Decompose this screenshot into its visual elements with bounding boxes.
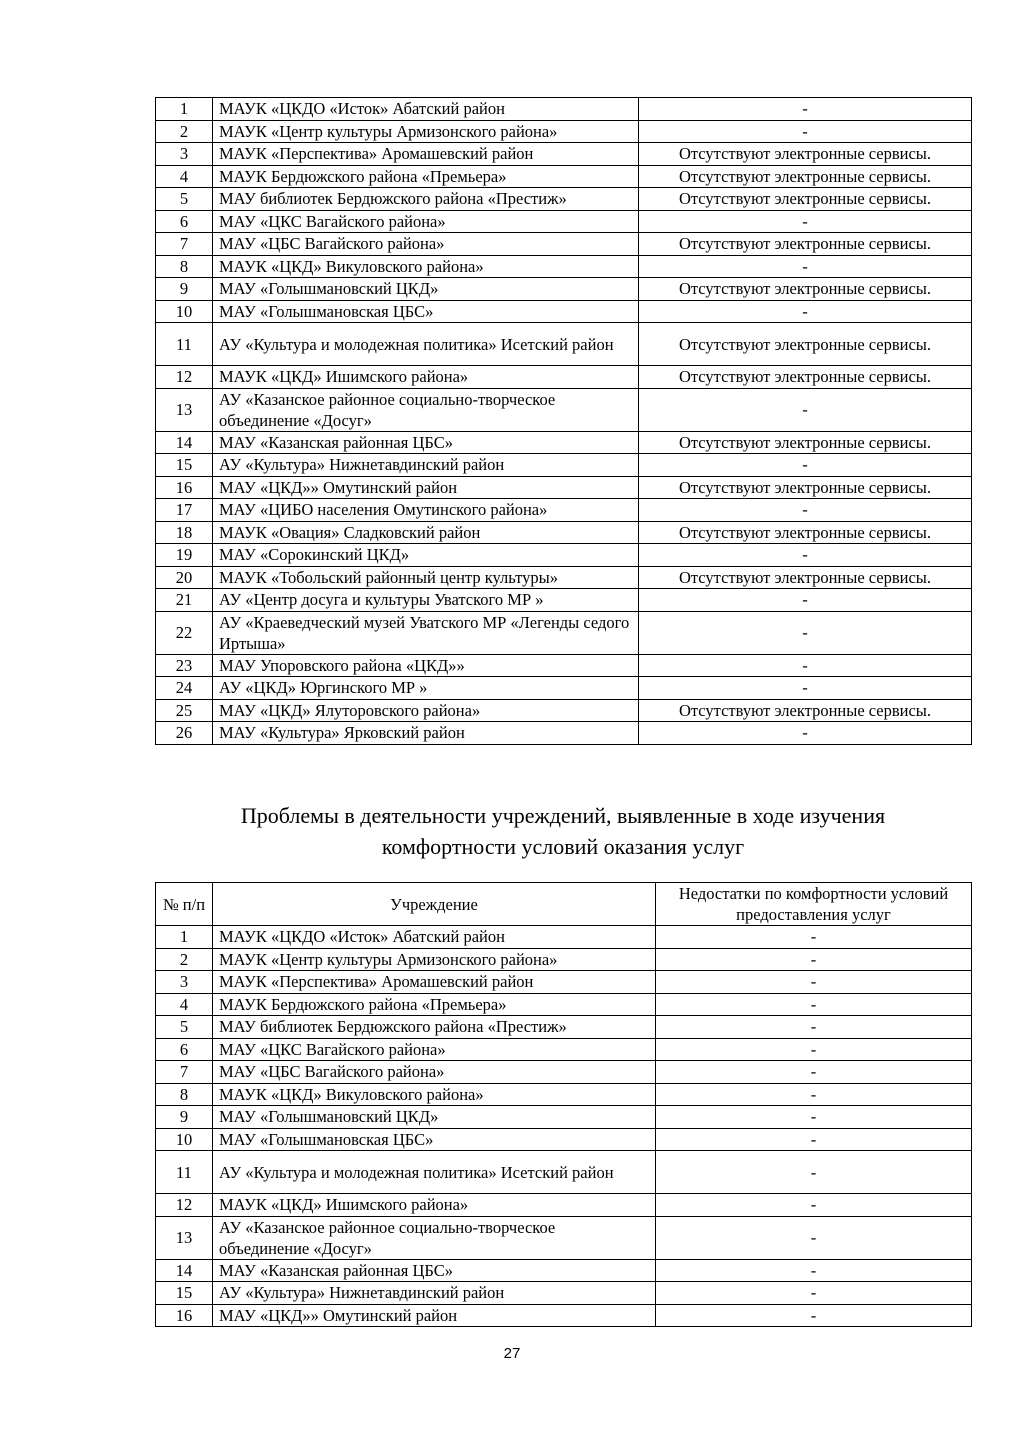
row-number: 9	[156, 278, 213, 301]
row-value: -	[639, 589, 972, 612]
row-value: -	[656, 948, 972, 971]
row-value: -	[639, 255, 972, 278]
institution-name: МАУ «Сорокинский ЦКД»	[213, 544, 639, 567]
section-heading	[155, 800, 971, 862]
institution-name: МАУ «Голышмановский ЦКД»	[213, 1106, 656, 1129]
table-row	[156, 677, 972, 700]
row-value: Отсутствуют электронные сервисы.	[639, 699, 972, 722]
row-value: -	[656, 1216, 972, 1259]
institution-name: МАУ «Голышмановская ЦБС»	[213, 1128, 656, 1151]
row-value: -	[639, 611, 972, 654]
table-row	[156, 454, 972, 477]
institution-name: АУ «Краеведческий музей Уватского МР «Легенды седого Иртыша»	[213, 611, 639, 654]
row-value: -	[639, 677, 972, 700]
row-number: 26	[156, 722, 213, 745]
table-row	[156, 948, 972, 971]
row-number: 5	[156, 188, 213, 211]
services-table	[155, 97, 972, 745]
row-value: Отсутствуют электронные сервисы.	[639, 431, 972, 454]
table-row	[156, 1304, 972, 1327]
row-number: 2	[156, 120, 213, 143]
row-number: 16	[156, 476, 213, 499]
institution-name: МАУК «Центр культуры Армизонского района»	[213, 120, 639, 143]
row-number: 1	[156, 98, 213, 121]
row-value: -	[656, 1194, 972, 1217]
row-number: 14	[156, 1259, 213, 1282]
row-number: 13	[156, 1216, 213, 1259]
institution-name: МАУК «ЦКД» Ишимского района»	[213, 366, 639, 389]
table-row	[156, 654, 972, 677]
row-number: 13	[156, 388, 213, 431]
institution-name: АУ «Культура и молодежная политика» Исетский район	[213, 1151, 656, 1194]
row-number: 20	[156, 566, 213, 589]
institution-name: МАУК Бердюжского района «Премьера»	[213, 993, 656, 1016]
row-value: -	[656, 926, 972, 949]
row-number: 22	[156, 611, 213, 654]
row-value: Отсутствуют электронные сервисы.	[639, 521, 972, 544]
institution-name: МАУ «Казанская районная ЦБС»	[213, 1259, 656, 1282]
institution-name: АУ «Центр досуга и культуры Уватского МР »	[213, 589, 639, 612]
row-value: Отсутствуют электронные сервисы.	[639, 143, 972, 166]
institution-name: МАУ библиотек Бердюжского района «Престиж»	[213, 188, 639, 211]
table-row	[156, 1038, 972, 1061]
institution-name: АУ «ЦКД» Юргинского МР »	[213, 677, 639, 700]
table-row	[156, 98, 972, 121]
row-value: -	[656, 1304, 972, 1327]
row-value: Отсутствуют электронные сервисы.	[639, 165, 972, 188]
institution-name: МАУК «Тобольский районный центр культуры»	[213, 566, 639, 589]
table-row	[156, 278, 972, 301]
row-number: 4	[156, 993, 213, 1016]
row-value: -	[656, 1038, 972, 1061]
row-value: -	[656, 1061, 972, 1084]
section-heading-line-2: комфортности условий оказания услуг	[381, 834, 745, 859]
table-row	[156, 699, 972, 722]
institution-name: МАУ «ЦБС Вагайского района»	[213, 1061, 656, 1084]
row-number: 6	[156, 210, 213, 233]
institution-name: МАУ «ЦКД»» Омутинский район	[213, 1304, 656, 1327]
page-number: 27	[503, 1345, 521, 1362]
row-number: 17	[156, 499, 213, 522]
table-row	[156, 1216, 972, 1259]
row-number: 14	[156, 431, 213, 454]
row-value: -	[656, 1106, 972, 1129]
institution-name: МАУ «Голышмановский ЦКД»	[213, 278, 639, 301]
row-number: 6	[156, 1038, 213, 1061]
table-row	[156, 1061, 972, 1084]
row-number: 25	[156, 699, 213, 722]
institution-name: МАУ «Казанская районная ЦБС»	[213, 431, 639, 454]
institution-name: МАУ Упоровского района «ЦКД»»	[213, 654, 639, 677]
row-value: -	[656, 1016, 972, 1039]
table-row	[156, 165, 972, 188]
row-number: 21	[156, 589, 213, 612]
institution-name: АУ «Казанское районное социально-творческое объединение «Досуг»	[213, 1216, 656, 1259]
row-value: -	[639, 120, 972, 143]
table-row	[156, 476, 972, 499]
institution-name: МАУК «ЦКДО «Исток» Абатский район	[213, 98, 639, 121]
row-value: Отсутствуют электронные сервисы.	[639, 233, 972, 256]
row-value: Отсутствуют электронные сервисы.	[639, 323, 972, 366]
institution-name: МАУК «ЦКД» Ишимского района»	[213, 1194, 656, 1217]
institution-name: АУ «Казанское районное социально-творческое объединение «Досуг»	[213, 388, 639, 431]
table-row	[156, 926, 972, 949]
institution-name: МАУК «Перспектива» Аромашевский район	[213, 143, 639, 166]
row-value: Отсутствуют электронные сервисы.	[639, 476, 972, 499]
row-number: 10	[156, 1128, 213, 1151]
table-row	[156, 188, 972, 211]
row-value: Отсутствуют электронные сервисы.	[639, 366, 972, 389]
table-row	[156, 1083, 972, 1106]
institution-name: МАУК «Перспектива» Аромашевский район	[213, 971, 656, 994]
table-row	[156, 431, 972, 454]
table-row	[156, 1151, 972, 1194]
row-number: 3	[156, 143, 213, 166]
row-number: 5	[156, 1016, 213, 1039]
table-row	[156, 388, 972, 431]
institution-name: МАУК «ЦКД» Викуловского района»	[213, 1083, 656, 1106]
row-number: 10	[156, 300, 213, 323]
row-value: -	[656, 1128, 972, 1151]
row-number: 1	[156, 926, 213, 949]
row-value: -	[639, 300, 972, 323]
table-row	[156, 611, 972, 654]
row-number: 8	[156, 1083, 213, 1106]
table-row	[156, 120, 972, 143]
institution-name: МАУ «ЦКД» Ялуторовского района»	[213, 699, 639, 722]
comfort-table-header	[156, 883, 972, 926]
institution-name: МАУК «ЦКД» Викуловского района»	[213, 255, 639, 278]
row-number: 18	[156, 521, 213, 544]
row-value: -	[639, 544, 972, 567]
table-row	[156, 589, 972, 612]
institution-name: МАУ «Культура» Ярковский район	[213, 722, 639, 745]
row-value: -	[639, 388, 972, 431]
row-value: Отсутствуют электронные сервисы.	[639, 188, 972, 211]
row-value: -	[656, 1282, 972, 1305]
table-row	[156, 544, 972, 567]
row-value: -	[656, 1083, 972, 1106]
row-number: 7	[156, 1061, 213, 1084]
institution-name: АУ «Культура» Нижнетавдинский район	[213, 1282, 656, 1305]
table-row	[156, 1128, 972, 1151]
table-row	[156, 143, 972, 166]
table-row	[156, 1194, 972, 1217]
table-row	[156, 210, 972, 233]
row-value: -	[639, 454, 972, 477]
table-row	[156, 1106, 972, 1129]
row-number: 8	[156, 255, 213, 278]
header-org: Учреждение	[213, 883, 656, 926]
row-value: -	[656, 1151, 972, 1194]
row-value: -	[639, 98, 972, 121]
table-row	[156, 521, 972, 544]
table-row	[156, 499, 972, 522]
institution-name: АУ «Культура» Нижнетавдинский район	[213, 454, 639, 477]
row-value: Отсутствуют электронные сервисы.	[639, 566, 972, 589]
table-row	[156, 1282, 972, 1305]
institution-name: МАУ «ЦКД»» Омутинский район	[213, 476, 639, 499]
institution-name: МАУ «ЦКС Вагайского района»	[213, 1038, 656, 1061]
comfort-table-body	[156, 926, 972, 1327]
table-row	[156, 323, 972, 366]
table-row	[156, 971, 972, 994]
table-row	[156, 993, 972, 1016]
institution-name: МАУ «ЦКС Вагайского района»	[213, 210, 639, 233]
row-value: -	[639, 654, 972, 677]
header-val: Недостатки по комфортности условий предоставления услуг	[656, 883, 972, 926]
institution-name: МАУК «ЦКДО «Исток» Абатский район	[213, 926, 656, 949]
table-row	[156, 233, 972, 256]
institution-name: АУ «Культура и молодежная политика» Исетский район	[213, 323, 639, 366]
institution-name: МАУ «ЦБС Вагайского района»	[213, 233, 639, 256]
row-number: 7	[156, 233, 213, 256]
section-heading-line-1: Проблемы в деятельности учреждений, выявленные в ходе изучения	[240, 803, 886, 828]
institution-name: МАУ библиотек Бердюжского района «Престиж»	[213, 1016, 656, 1039]
table-row	[156, 1016, 972, 1039]
table-row	[156, 366, 972, 389]
institution-name: МАУ «ЦИБО населения Омутинского района»	[213, 499, 639, 522]
table-row	[156, 255, 972, 278]
header-num: № п/п	[156, 883, 213, 926]
row-value: -	[639, 210, 972, 233]
row-value: -	[656, 971, 972, 994]
row-number: 15	[156, 1282, 213, 1305]
institution-name: МАУК «Овация» Сладковский район	[213, 521, 639, 544]
row-value: -	[639, 722, 972, 745]
row-number: 11	[156, 323, 213, 366]
row-number: 19	[156, 544, 213, 567]
row-value: -	[656, 1259, 972, 1282]
row-number: 3	[156, 971, 213, 994]
row-number: 23	[156, 654, 213, 677]
row-number: 11	[156, 1151, 213, 1194]
institution-name: МАУК «Центр культуры Армизонского района»	[213, 948, 656, 971]
table-row	[156, 1259, 972, 1282]
row-value: Отсутствуют электронные сервисы.	[639, 278, 972, 301]
table-row	[156, 300, 972, 323]
row-value: -	[639, 499, 972, 522]
table-row	[156, 566, 972, 589]
row-number: 4	[156, 165, 213, 188]
comfort-table	[155, 882, 972, 1327]
row-number: 24	[156, 677, 213, 700]
row-number: 16	[156, 1304, 213, 1327]
row-value: -	[656, 993, 972, 1016]
row-number: 12	[156, 1194, 213, 1217]
row-number: 15	[156, 454, 213, 477]
row-number: 2	[156, 948, 213, 971]
institution-name: МАУК Бердюжского района «Премьера»	[213, 165, 639, 188]
table-row	[156, 722, 972, 745]
services-table-body	[156, 98, 972, 745]
row-number: 12	[156, 366, 213, 389]
row-number: 9	[156, 1106, 213, 1129]
institution-name: МАУ «Голышмановская ЦБС»	[213, 300, 639, 323]
